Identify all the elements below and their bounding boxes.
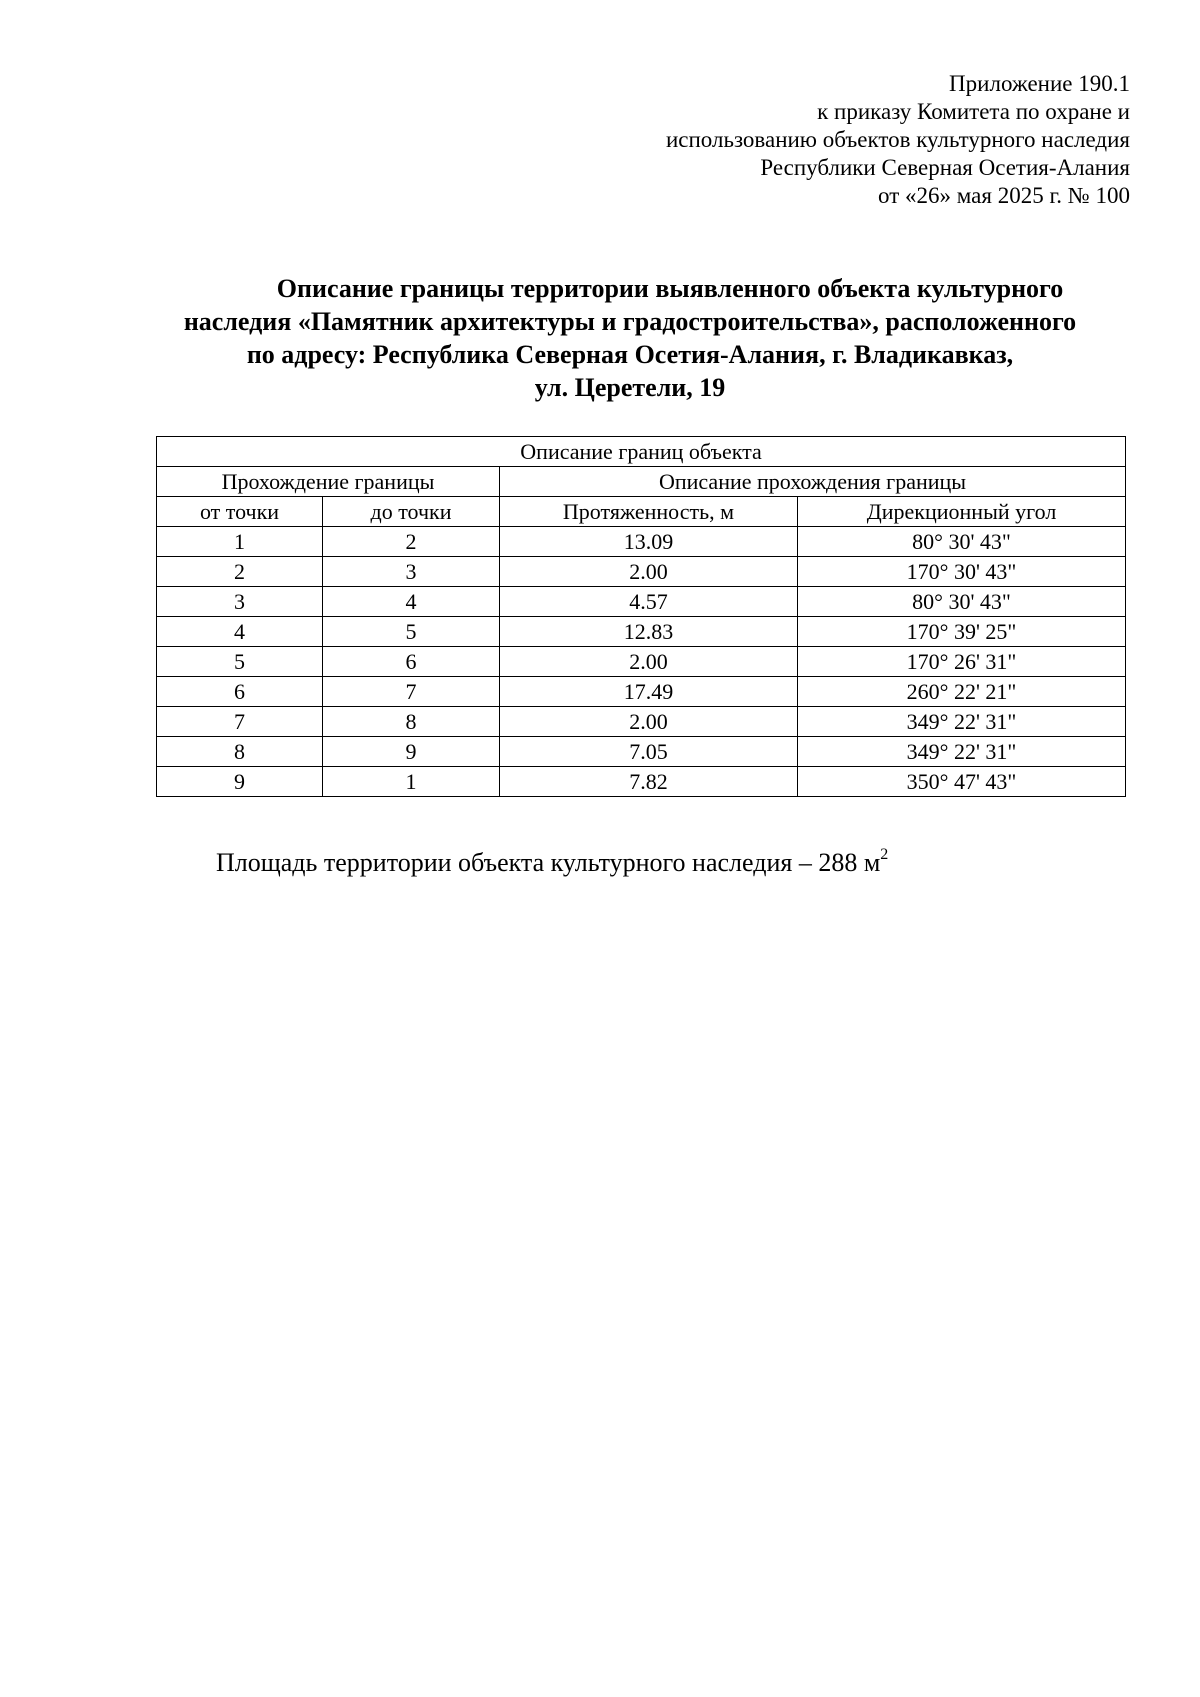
- cell-to: 9: [323, 737, 500, 767]
- table-row: [157, 707, 1126, 737]
- cell-length: 2.00: [500, 707, 798, 737]
- table-row: [157, 737, 1126, 767]
- cell-angle: 349° 22' 31": [798, 737, 1126, 767]
- table-row: [157, 617, 1126, 647]
- cell-to: 5: [323, 617, 500, 647]
- cell-from: 5: [157, 647, 323, 677]
- area-statement: [216, 848, 888, 878]
- appendix-line: использованию объектов культурного наследия: [665, 127, 1130, 152]
- cell-length: 4.57: [500, 587, 798, 617]
- title-line: ул. Церетели, 19: [534, 373, 726, 402]
- cell-angle: 350° 47' 43": [798, 767, 1126, 797]
- area-text: Площадь территории объекта культурного наследия – 288 м: [216, 848, 881, 877]
- cell-to: 4: [323, 587, 500, 617]
- boundary-table: [156, 436, 1126, 797]
- cell-angle: 80° 30' 43": [798, 587, 1126, 617]
- appendix-header: [430, 70, 1130, 210]
- cell-from: 8: [157, 737, 323, 767]
- table-row: [157, 767, 1126, 797]
- cell-angle: 170° 39' 25": [798, 617, 1126, 647]
- table-row: [157, 557, 1126, 587]
- cell-angle: 80° 30' 43": [798, 527, 1126, 557]
- cell-length: 7.82: [500, 767, 798, 797]
- group-header-right: Описание прохождения границы: [500, 467, 1126, 497]
- table-row: [157, 587, 1126, 617]
- cell-to: 2: [323, 527, 500, 557]
- cell-to: 1: [323, 767, 500, 797]
- cell-length: 7.05: [500, 737, 798, 767]
- cell-from: 4: [157, 617, 323, 647]
- column-header-to: до точки: [323, 497, 500, 527]
- area-superscript: 2: [880, 846, 889, 864]
- cell-from: 3: [157, 587, 323, 617]
- cell-angle: 170° 26' 31": [798, 647, 1126, 677]
- title-line: по адресу: Республика Северная Осетия-Алания, г. Владикавказ,: [246, 340, 1014, 369]
- column-header-angle: Дирекционный угол: [798, 497, 1126, 527]
- cell-to: 3: [323, 557, 500, 587]
- cell-from: 9: [157, 767, 323, 797]
- cell-to: 7: [323, 677, 500, 707]
- table-caption-row: [157, 437, 1126, 467]
- cell-from: 2: [157, 557, 323, 587]
- cell-from: 7: [157, 707, 323, 737]
- cell-length: 17.49: [500, 677, 798, 707]
- cell-length: 2.00: [500, 647, 798, 677]
- cell-angle: 170° 30' 43": [798, 557, 1126, 587]
- cell-to: 8: [323, 707, 500, 737]
- cell-to: 6: [323, 647, 500, 677]
- appendix-line: к приказу Комитета по охране и: [817, 99, 1130, 124]
- cell-angle: 260° 22' 21": [798, 677, 1126, 707]
- group-header-left: Прохождение границы: [157, 467, 500, 497]
- table-caption: Описание границ объекта: [157, 437, 1126, 467]
- cell-angle: 349° 22' 31": [798, 707, 1126, 737]
- table-row: [157, 527, 1126, 557]
- column-header-from: от точки: [157, 497, 323, 527]
- column-header-length: Протяженность, м: [500, 497, 798, 527]
- document-title: [150, 272, 1110, 404]
- title-line: Описание границы территории выявленного объекта культурного: [276, 274, 1064, 303]
- table-row: [157, 647, 1126, 677]
- cell-length: 13.09: [500, 527, 798, 557]
- title-line: наследия «Памятник архитектуры и градостроительства», расположенного: [183, 307, 1077, 336]
- cell-from: 6: [157, 677, 323, 707]
- cell-from: 1: [157, 527, 323, 557]
- table-header-row: [157, 497, 1126, 527]
- table-row: [157, 677, 1126, 707]
- table-group-row: [157, 467, 1126, 497]
- cell-length: 12.83: [500, 617, 798, 647]
- appendix-line: от «26» мая 2025 г. № 100: [878, 183, 1130, 208]
- appendix-line: Республики Северная Осетия-Алания: [760, 155, 1130, 180]
- cell-length: 2.00: [500, 557, 798, 587]
- appendix-line: Приложение 190.1: [949, 71, 1130, 96]
